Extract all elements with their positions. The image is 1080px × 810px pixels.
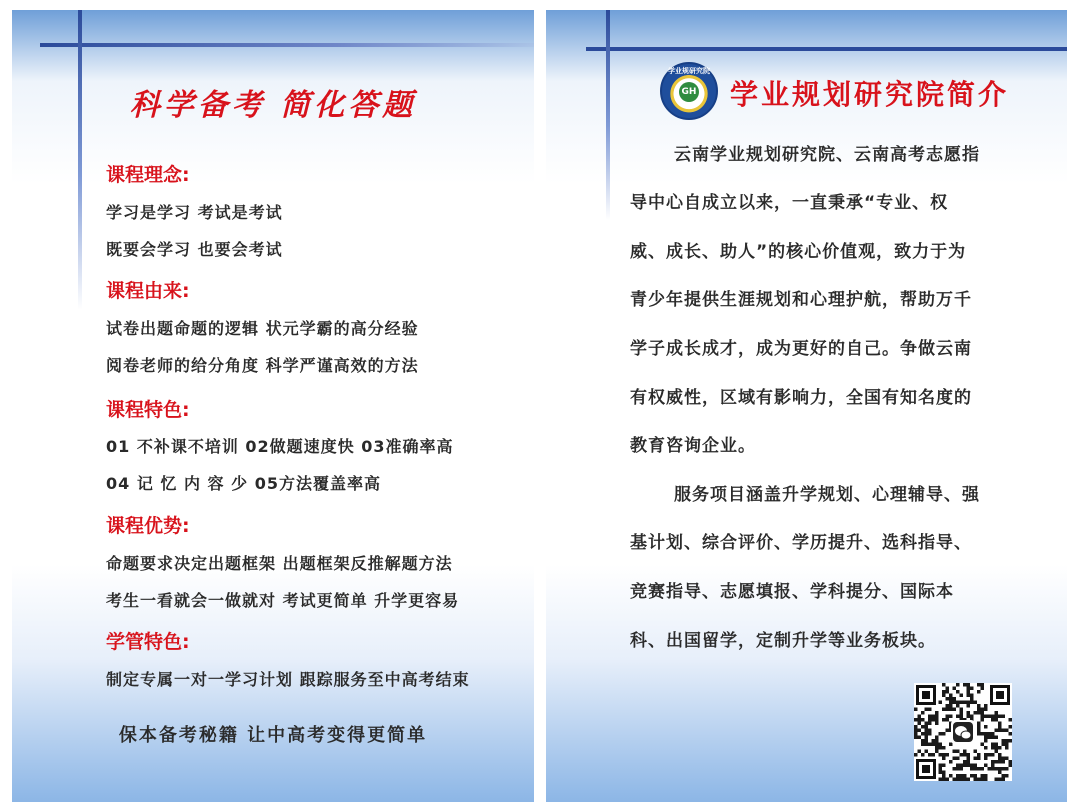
section-heading: 课程理念: xyxy=(106,164,190,186)
logo-emblem: GH xyxy=(679,82,699,102)
paragraph-line: 有权威性，区域有影响力，全国有知名度的 xyxy=(630,388,972,408)
section-line: 考生一看就会一做就对 考试更简单 升学更容易 xyxy=(106,591,460,610)
finder-bottom-left xyxy=(916,759,936,779)
section-line: 试卷出题命题的逻辑 状元学霸的高分经验 xyxy=(106,319,419,338)
section-heading: 学管特色: xyxy=(106,631,190,653)
qr-code-icon xyxy=(914,683,1012,781)
section-line: 命题要求决定出题框架 出题框架反推解题方法 xyxy=(106,554,453,573)
paragraph-line: 导中心自成立以来，一直秉承“专业、权 xyxy=(630,193,949,213)
paragraph-line: 青少年提供生涯规划和心理护航，帮助万千 xyxy=(630,290,972,310)
left-flyer-panel xyxy=(12,10,534,802)
paragraph-line: 竞赛指导、志愿填报、学科提分、国际本 xyxy=(630,582,954,602)
right-title: 学业规划研究院简介 xyxy=(730,78,1010,111)
section-line: 04 记 忆 内 容 少 05方法覆盖率高 xyxy=(106,474,381,493)
wechat-icon xyxy=(951,720,975,744)
slogan: 保本备考秘籍 让中高考变得更简单 xyxy=(118,725,428,746)
section-line: 学习是学习 考试是考试 xyxy=(106,203,283,222)
section-line: 01 不补课不培训 02做题速度快 03准确率高 xyxy=(106,437,454,456)
paragraph-line: 科、出国留学，定制升学等业务板块。 xyxy=(630,631,936,651)
top-rule xyxy=(586,47,1067,51)
paragraph-line: 威、成长、助人”的核心价值观，致力于为 xyxy=(630,242,967,262)
paragraph-line: 基计划、综合评价、学历提升、选科指导、 xyxy=(630,533,972,553)
section-heading: 课程由来: xyxy=(106,280,190,302)
finder-top-right xyxy=(990,685,1010,705)
left-title: 科学备考 简化答题 xyxy=(129,88,417,123)
finder-top-left xyxy=(916,685,936,705)
paragraph-line: 云南学业规划研究院、云南高考志愿指 xyxy=(674,145,980,165)
section-heading: 课程优势: xyxy=(106,515,190,537)
section-line: 制定专属一对一学习计划 跟踪服务至中高考结束 xyxy=(106,670,470,689)
paragraph-line: 教育咨询企业。 xyxy=(630,436,756,456)
side-rule xyxy=(606,10,610,220)
institute-logo xyxy=(660,62,718,120)
paragraph-line: 学子成长成才，成为更好的自己。争做云南 xyxy=(630,339,972,359)
top-rule xyxy=(40,43,534,47)
section-line: 阅卷老师的给分角度 科学严谨高效的方法 xyxy=(106,356,419,375)
section-heading: 课程特色: xyxy=(106,399,190,421)
wechat-qr-code xyxy=(914,683,1012,781)
section-line: 既要会学习 也要会考试 xyxy=(106,240,283,259)
right-flyer-panel xyxy=(546,10,1067,802)
side-rule xyxy=(78,10,82,310)
paragraph-line: 服务项目涵盖升学规划、心理辅导、强 xyxy=(674,485,980,505)
logo-text: 学业规研究院 xyxy=(668,67,710,75)
